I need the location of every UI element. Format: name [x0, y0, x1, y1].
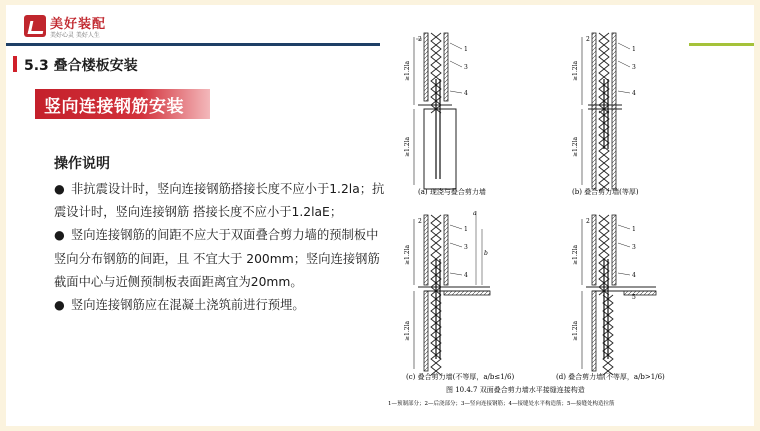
- marker-number: 1: [632, 46, 636, 53]
- operations-paragraph: ● 竖向连接钢筋的间距不应大于双面叠合剪力墙的预制板中竖向分布钢筋的间距，且 不宜大于 200mm；竖向连接钢筋截面中心与近侧预制板表面距离宜为20mm。: [54, 224, 386, 294]
- figure-legend: 1—预制部分；2—后浇部分；3—竖向连接钢筋；4—接缝处水平构造筋；5—接缝处构造拉筋: [388, 401, 615, 407]
- dim-label: ≥1.2la: [404, 136, 411, 157]
- slide: [6, 5, 754, 426]
- section-title: 5.3 叠合楼板安装: [24, 58, 138, 74]
- dim-label: ≥1.2la: [404, 60, 411, 81]
- marker-number: 2: [418, 218, 422, 225]
- detail-a: [414, 33, 462, 189]
- dim-label: ≥1.2la: [404, 244, 411, 265]
- dim-label: ≥1.2la: [572, 244, 579, 265]
- joint-detail-figure: [378, 29, 728, 419]
- brand-logo-icon: [24, 15, 46, 37]
- figure-title: 图 10.4.7 双面叠合剪力墙水平接缝连接构造: [446, 386, 585, 394]
- marker-number: 2: [586, 218, 590, 225]
- marker-number: 4: [632, 272, 636, 279]
- operations-heading: 操作说明: [54, 156, 110, 172]
- detail-b: [582, 33, 630, 191]
- marker-number: 3: [632, 64, 636, 71]
- caption-d: (d) 叠合剪力墙(不等厚，a/b>1/6): [556, 373, 665, 381]
- caption-c: (c) 叠合剪力墙(不等厚，a/b≤1/6): [406, 373, 515, 381]
- section-marker: [13, 56, 17, 72]
- caption-a: (a) 现浇与叠合剪力墙: [418, 188, 486, 196]
- caption-b: (b) 叠合剪力墙(等厚): [572, 188, 639, 196]
- marker-number: 5: [632, 294, 636, 301]
- detail-c: [414, 211, 490, 375]
- brand-slogan: 美好心灵 美好人生: [50, 32, 100, 39]
- marker-number: 2: [586, 36, 590, 43]
- header-rule: [6, 43, 380, 46]
- marker-number: 3: [464, 244, 468, 251]
- marker-number: 2: [418, 36, 422, 43]
- bullet-icon: ●: [54, 182, 65, 196]
- brand-name: 美好装配: [50, 17, 107, 32]
- marker-number: 4: [464, 272, 468, 279]
- marker-number: 1: [464, 226, 468, 233]
- operations-paragraph: ● 竖向连接钢筋应在混凝土浇筑前进行预埋。: [54, 294, 386, 317]
- bullet-icon: ●: [54, 228, 65, 243]
- marker-number: 1: [632, 226, 636, 233]
- marker-number: 3: [464, 64, 468, 71]
- dim-letter: a: [473, 210, 477, 217]
- dim-label: ≥1.2la: [572, 320, 579, 341]
- operations-paragraph: ● 非抗震设计时，竖向连接钢筋搭接长度不应小于1.2la；抗震设计时，竖向连接钢筋 搭接长度不应小于1.2laE；: [54, 178, 386, 224]
- marker-number: 3: [632, 244, 636, 251]
- highlight-title: 竖向连接钢筋安装: [44, 97, 184, 117]
- marker-number: 4: [464, 90, 468, 97]
- dim-label: ≥1.2la: [572, 136, 579, 157]
- dim-label: ≥1.2la: [572, 60, 579, 81]
- marker-number: 4: [632, 90, 636, 97]
- operations-body: [54, 178, 386, 317]
- dim-label: ≥1.2la: [404, 320, 411, 341]
- marker-number: 1: [464, 46, 468, 53]
- bullet-icon: ●: [54, 298, 65, 313]
- joint-detail-drawing: [378, 29, 728, 419]
- dim-letter: b: [484, 250, 488, 257]
- detail-d: [582, 215, 656, 375]
